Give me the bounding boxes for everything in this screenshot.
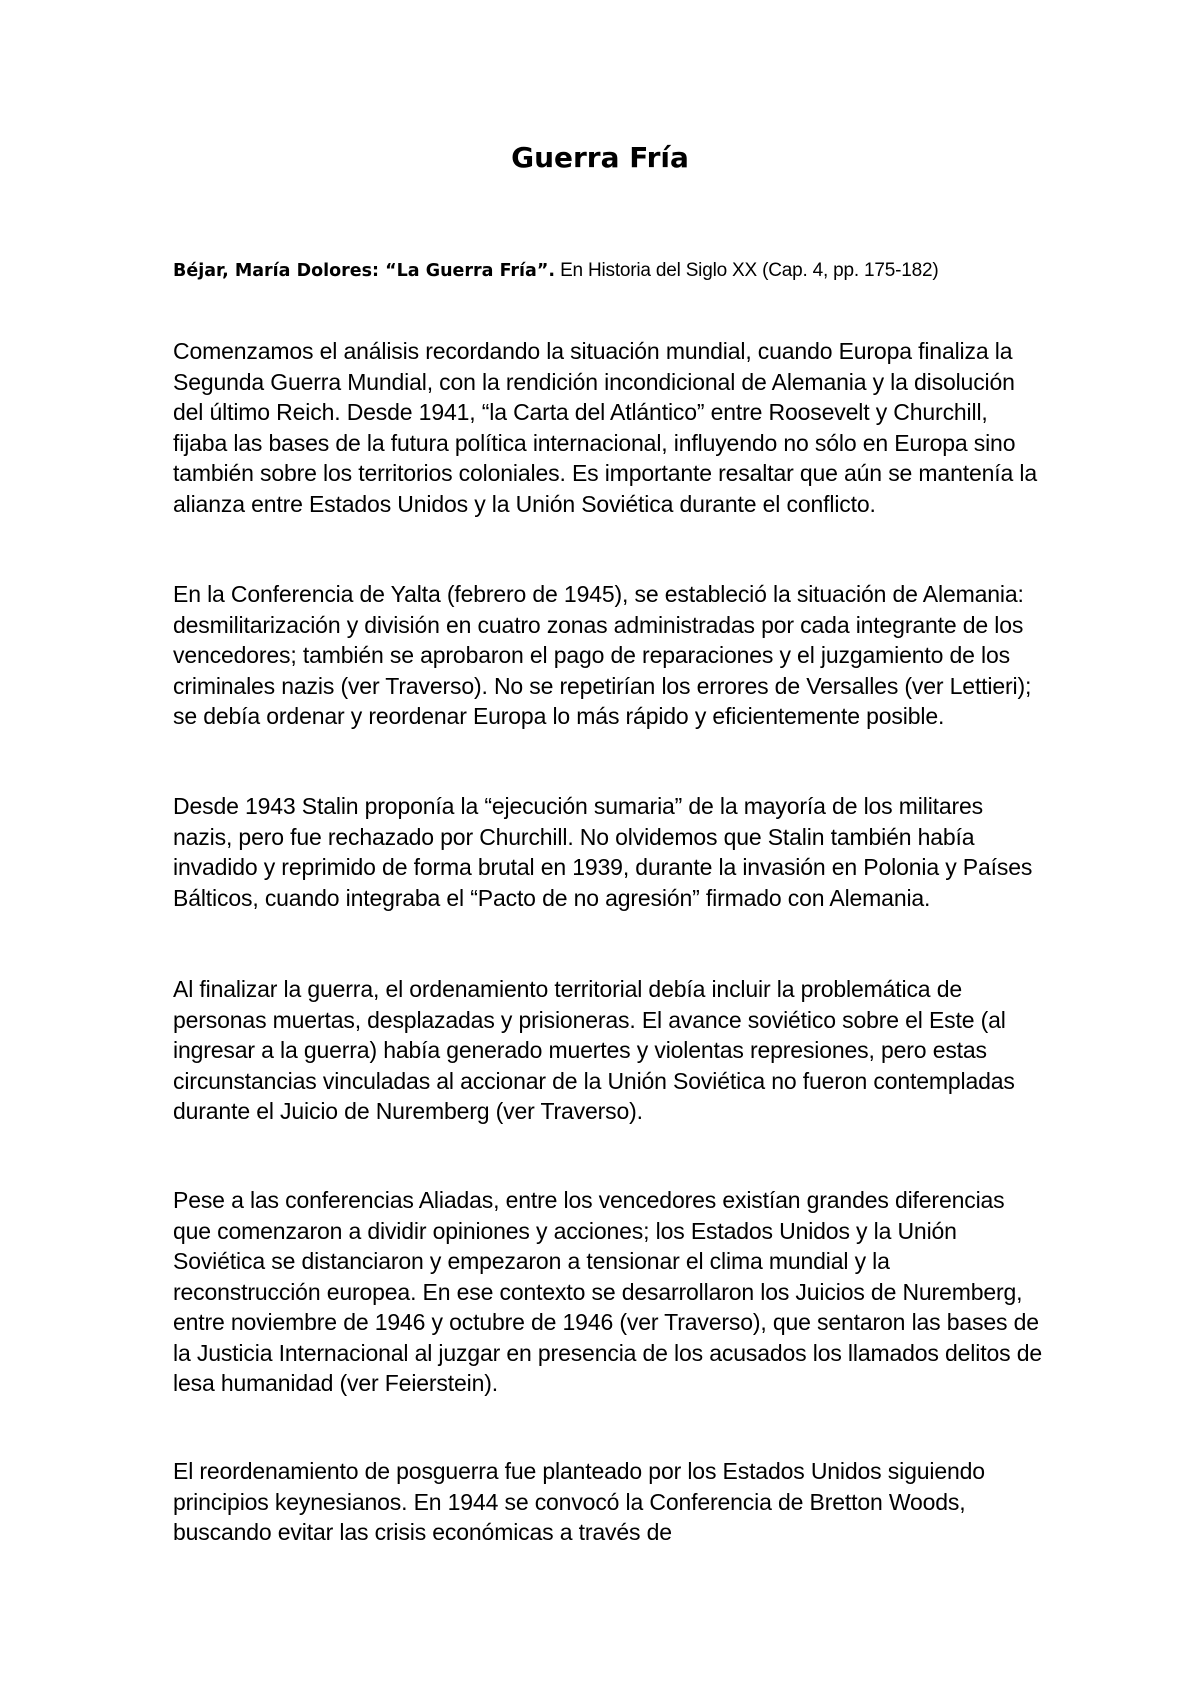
paragraph-2: En la Conferencia de Yalta (febrero de 1945), se estableció la situación de Alemania: desmilitarización y división en cuatro zonas administradas por cada integrante de los vencedores; también se aprobaron el pago de reparaciones y el juzgamiento de los criminales nazis (ver Traverso). No se repetirían los errores de Versalles (ver Lettieri); se debía ordenar y reordenar Europa lo más rápido y eficientemente posible.: [173, 581, 1032, 729]
paragraph-4: Al finalizar la guerra, el ordenamiento territorial debía incluir la problemática de personas muertas, desplazadas y prisioneras. El avance soviético sobre el Este (al ingresar a la guerra) había generado muertes y violentas represiones, pero estas circunstancias vinculadas al accionar de la Unión Soviética no fueron contempladas durante el Juicio de Nuremberg (ver Traverso).: [173, 976, 1015, 1124]
paragraph-6: El reordenamiento de posguerra fue planteado por los Estados Unidos siguiendo principios keynesianos. En 1944 se convocó la Conferencia de Bretton Woods, buscando evitar las crisis económicas a través de: [173, 1458, 985, 1545]
citation-author: Béjar, María Dolores:: [173, 261, 386, 281]
document-title: Guerra Fría: [511, 141, 689, 174]
paragraph-3: Desde 1943 Stalin proponía la “ejecución sumaria” de la mayoría de los militares nazis, pero fue rechazado por Churchill. No olvidemos que Stalin también había invadido y reprimido de forma brutal en 1939, durante la invasión en Polonia y Países Bálticos, cuando integraba el “Pacto de no agresión” firmado con Alemania.: [173, 793, 1033, 911]
paragraph-1: Comenzamos el análisis recordando la situación mundial, cuando Europa finaliza la Segunda Guerra Mundial, con la rendición incondicional de Alemania y la disolución del último Reich. Desde 1941, “la Carta del Atlántico” entre Roosevelt y Churchill, fijaba las bases de la futura política internacional, influyendo no sólo en Europa sino también sobre los territorios coloniales. Es importante resaltar que aún se mantenía la alianza entre Estados Unidos y la Unión Soviética durante el conflicto.: [173, 338, 1037, 517]
citation: [173, 256, 1008, 286]
paragraph-5: Pese a las conferencias Aliadas, entre los vencedores existían grandes diferencias que comenzaron a dividir opiniones y acciones; los Estados Unidos y la Unión Soviética se distanciaron y empezaron a tensionar el clima mundial y la reconstrucción europea. En ese contexto se desarrollaron los Juicios de Nuremberg, entre noviembre de 1946 y octubre de 1946 (ver Traverso), que sentaron las bases de la Justicia Internacional al juzgar en presencia de los acusados los llamados delitos de lesa humanidad (ver Feierstein).: [173, 1187, 1042, 1396]
citation-work: “La Guerra Fría”.: [385, 261, 555, 281]
citation-source: En Historia del Siglo XX (Cap. 4, pp. 175-182): [555, 260, 939, 281]
